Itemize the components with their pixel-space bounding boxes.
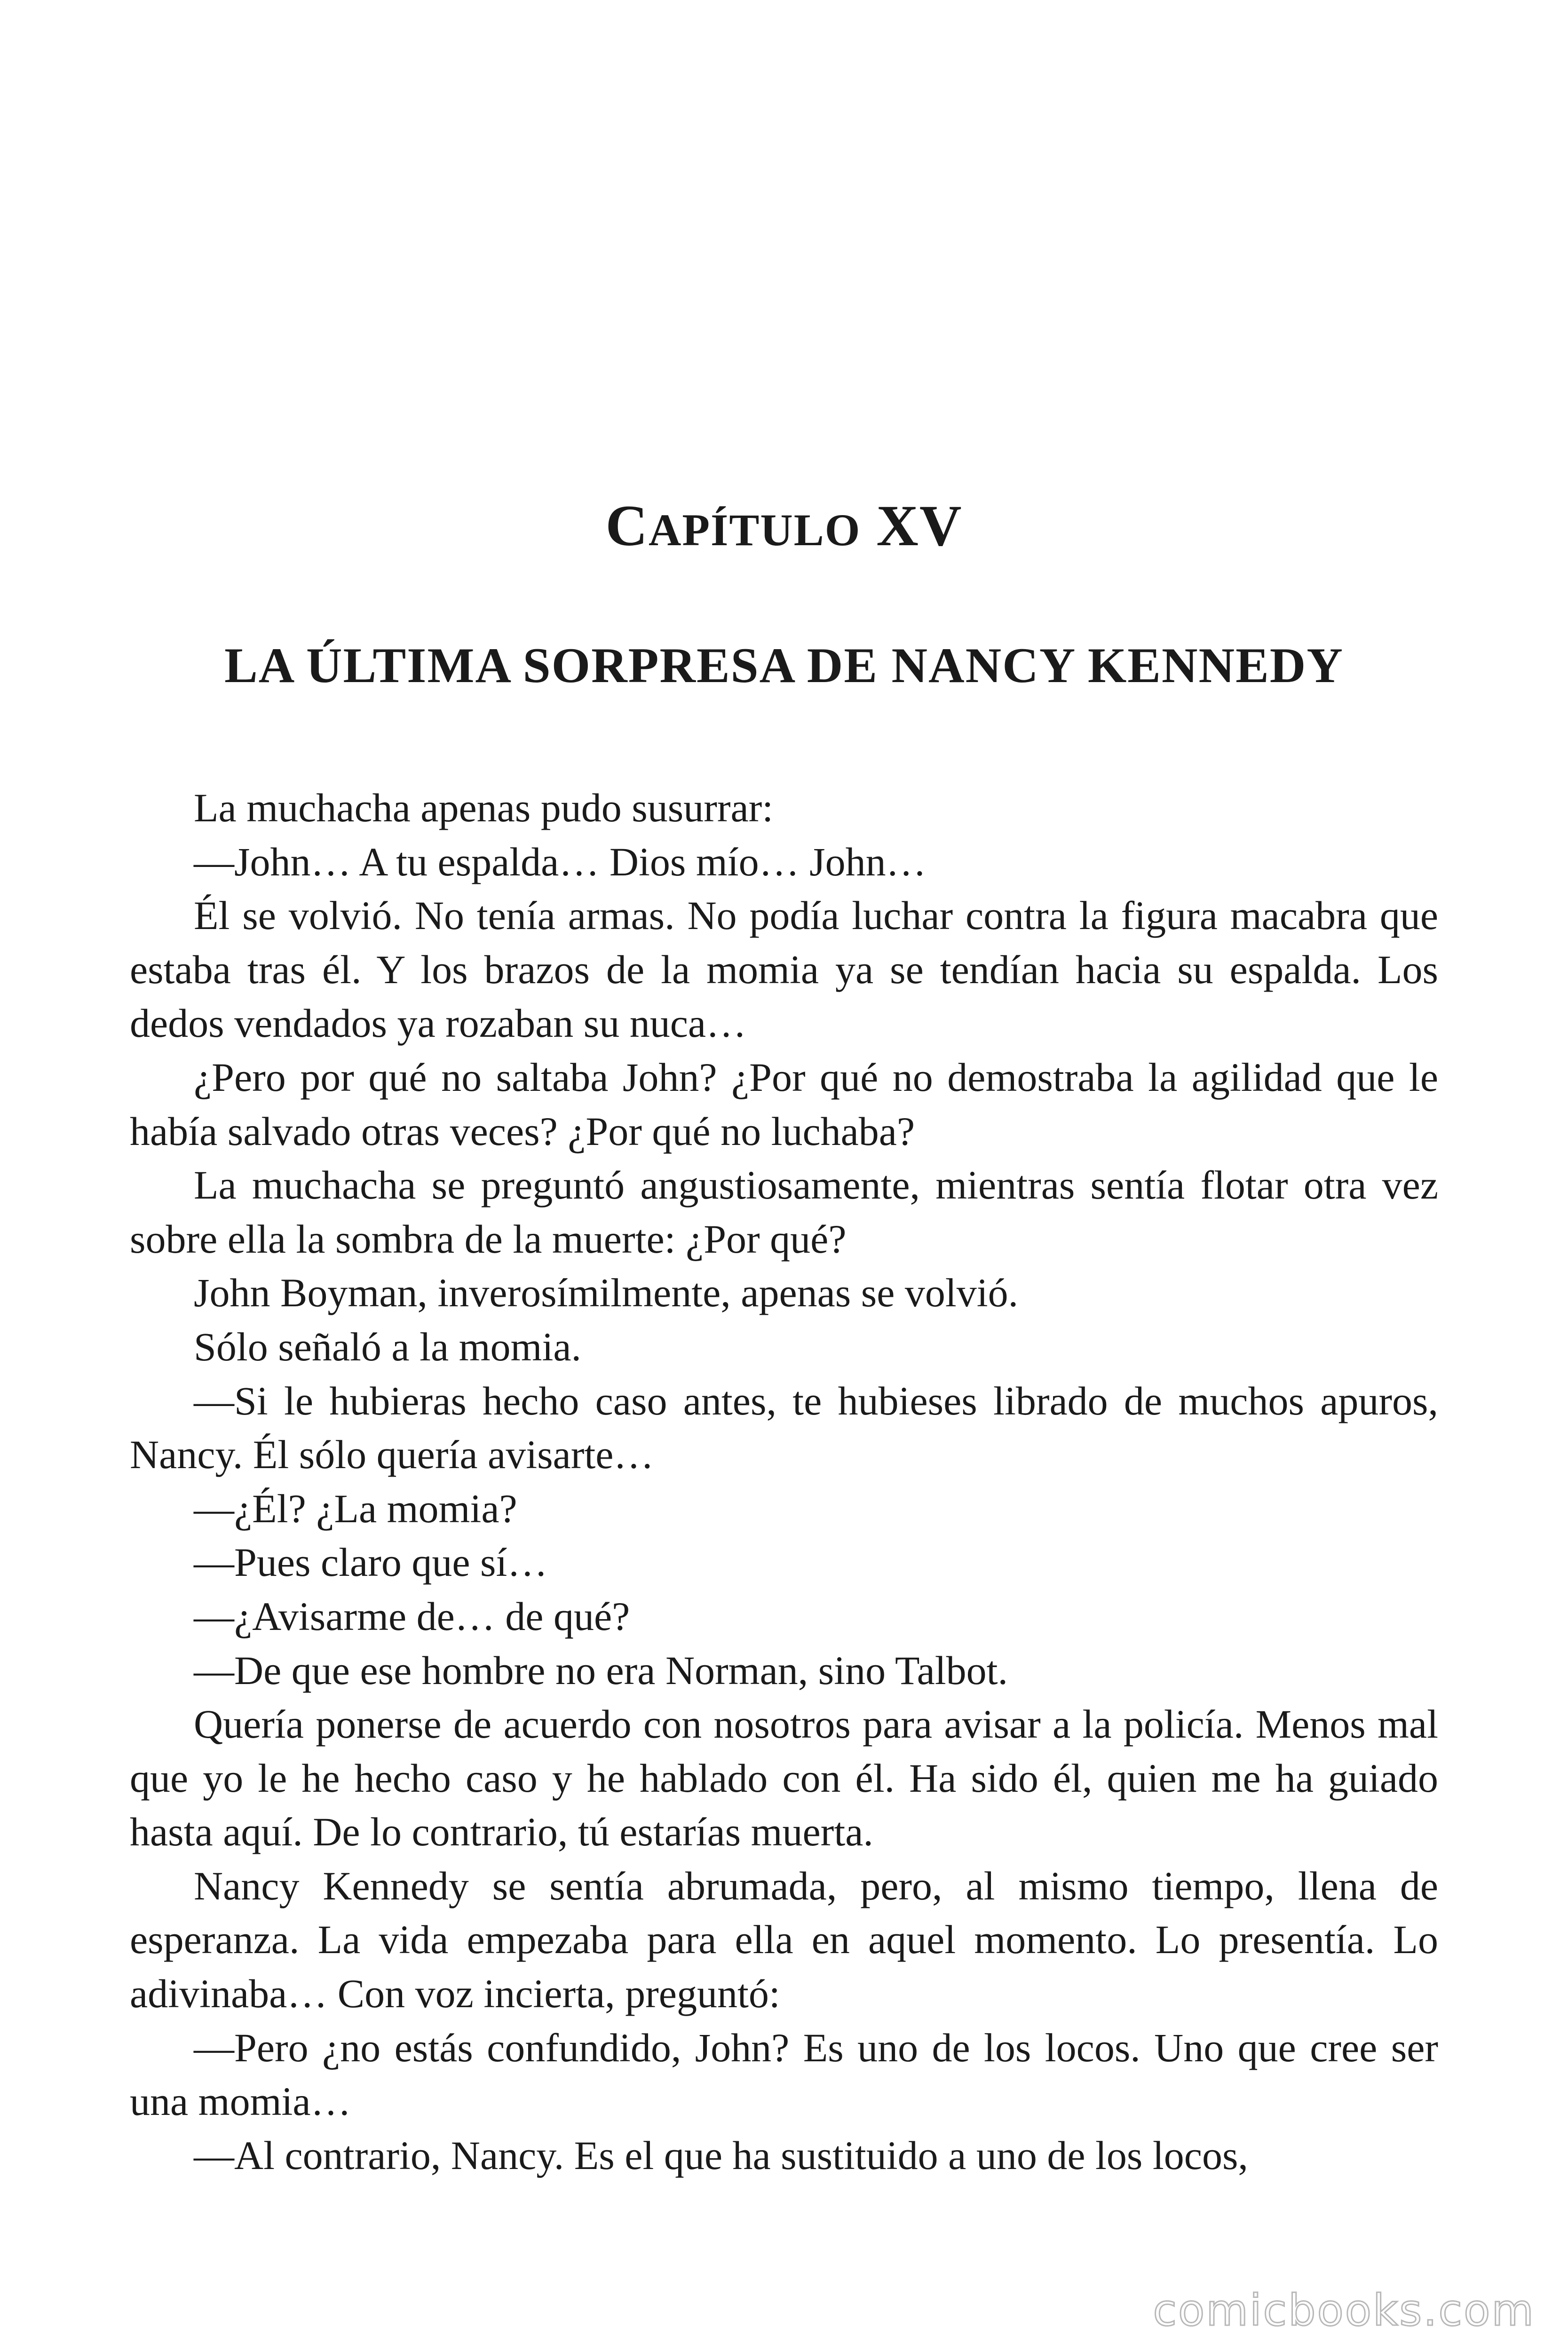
- paragraph: La muchacha apenas pudo susurrar:: [194, 785, 774, 830]
- paragraph: —De que ese hombre no era Norman, sino Talbot.: [194, 1647, 1008, 1693]
- watermark: comicbooks.com: [1153, 2285, 1535, 2336]
- paragraph: La muchacha se preguntó angustiosamente, mientras sentía flotar otra vez sobre ella la sombra de la muerte: ¿Por qué?: [130, 1162, 1438, 1262]
- paragraph: —John… A tu espalda… Dios mío… John…: [194, 839, 927, 884]
- paragraph: —¿Avisarme de… de qué?: [194, 1593, 630, 1639]
- chapter-heading-rest: APÍTULO: [649, 505, 861, 556]
- paragraph: ¿Pero por qué no saltaba John? ¿Por qué no demostraba la agilidad que le había salvado otras veces? ¿Por qué no luchaba?: [130, 1054, 1438, 1154]
- paragraph: —Pues claro que sí…: [194, 1540, 548, 1585]
- chapter-heading-initial: C: [605, 493, 649, 558]
- chapter-heading: [0, 491, 1568, 565]
- chapter-number: XV: [876, 493, 963, 558]
- paragraph: —Al contrario, Nancy. Es el que ha sustituido a uno de los locos,: [194, 2132, 1248, 2178]
- chapter-title: LA ÚLTIMA SORPRESA DE NANCY KENNEDY: [224, 637, 1344, 693]
- paragraph: John Boyman, inverosímilmente, apenas se volvió.: [194, 1270, 1019, 1316]
- paragraph: —Pero ¿no estás confundido, John? Es uno de los locos. Uno que cree ser una momia…: [130, 2025, 1438, 2124]
- paragraph: Nancy Kennedy se sentía abrumada, pero, al mismo tiempo, llena de esperanza. La vida empezaba para ella en aquel momento. Lo presentía. Lo adivinaba… Con voz incierta, preguntó:: [130, 1863, 1438, 2017]
- paragraph: Quería ponerse de acuerdo con nosotros para avisar a la policía. Menos mal que yo le he hecho caso y he hablado con él. Ha sido él, quien me ha guiado hasta aquí. De lo contrario, tú estarías muerta.: [130, 1701, 1438, 1855]
- chapter-body: [130, 781, 1438, 2182]
- paragraph: Sólo señaló a la momia.: [194, 1324, 582, 1369]
- paragraph: Él se volvió. No tenía armas. No podía luchar contra la figura macabra que estaba tras él. Y los brazos de la momia ya se tendían hacia su espalda. Los dedos vendados ya rozaban su nuca…: [130, 893, 1438, 1046]
- paragraph: —¿Él? ¿La momia?: [194, 1486, 517, 1531]
- paragraph: —Si le hubieras hecho caso antes, te hubieses librado de muchos apuros, Nancy. Él sólo quería avisarte…: [130, 1378, 1438, 1478]
